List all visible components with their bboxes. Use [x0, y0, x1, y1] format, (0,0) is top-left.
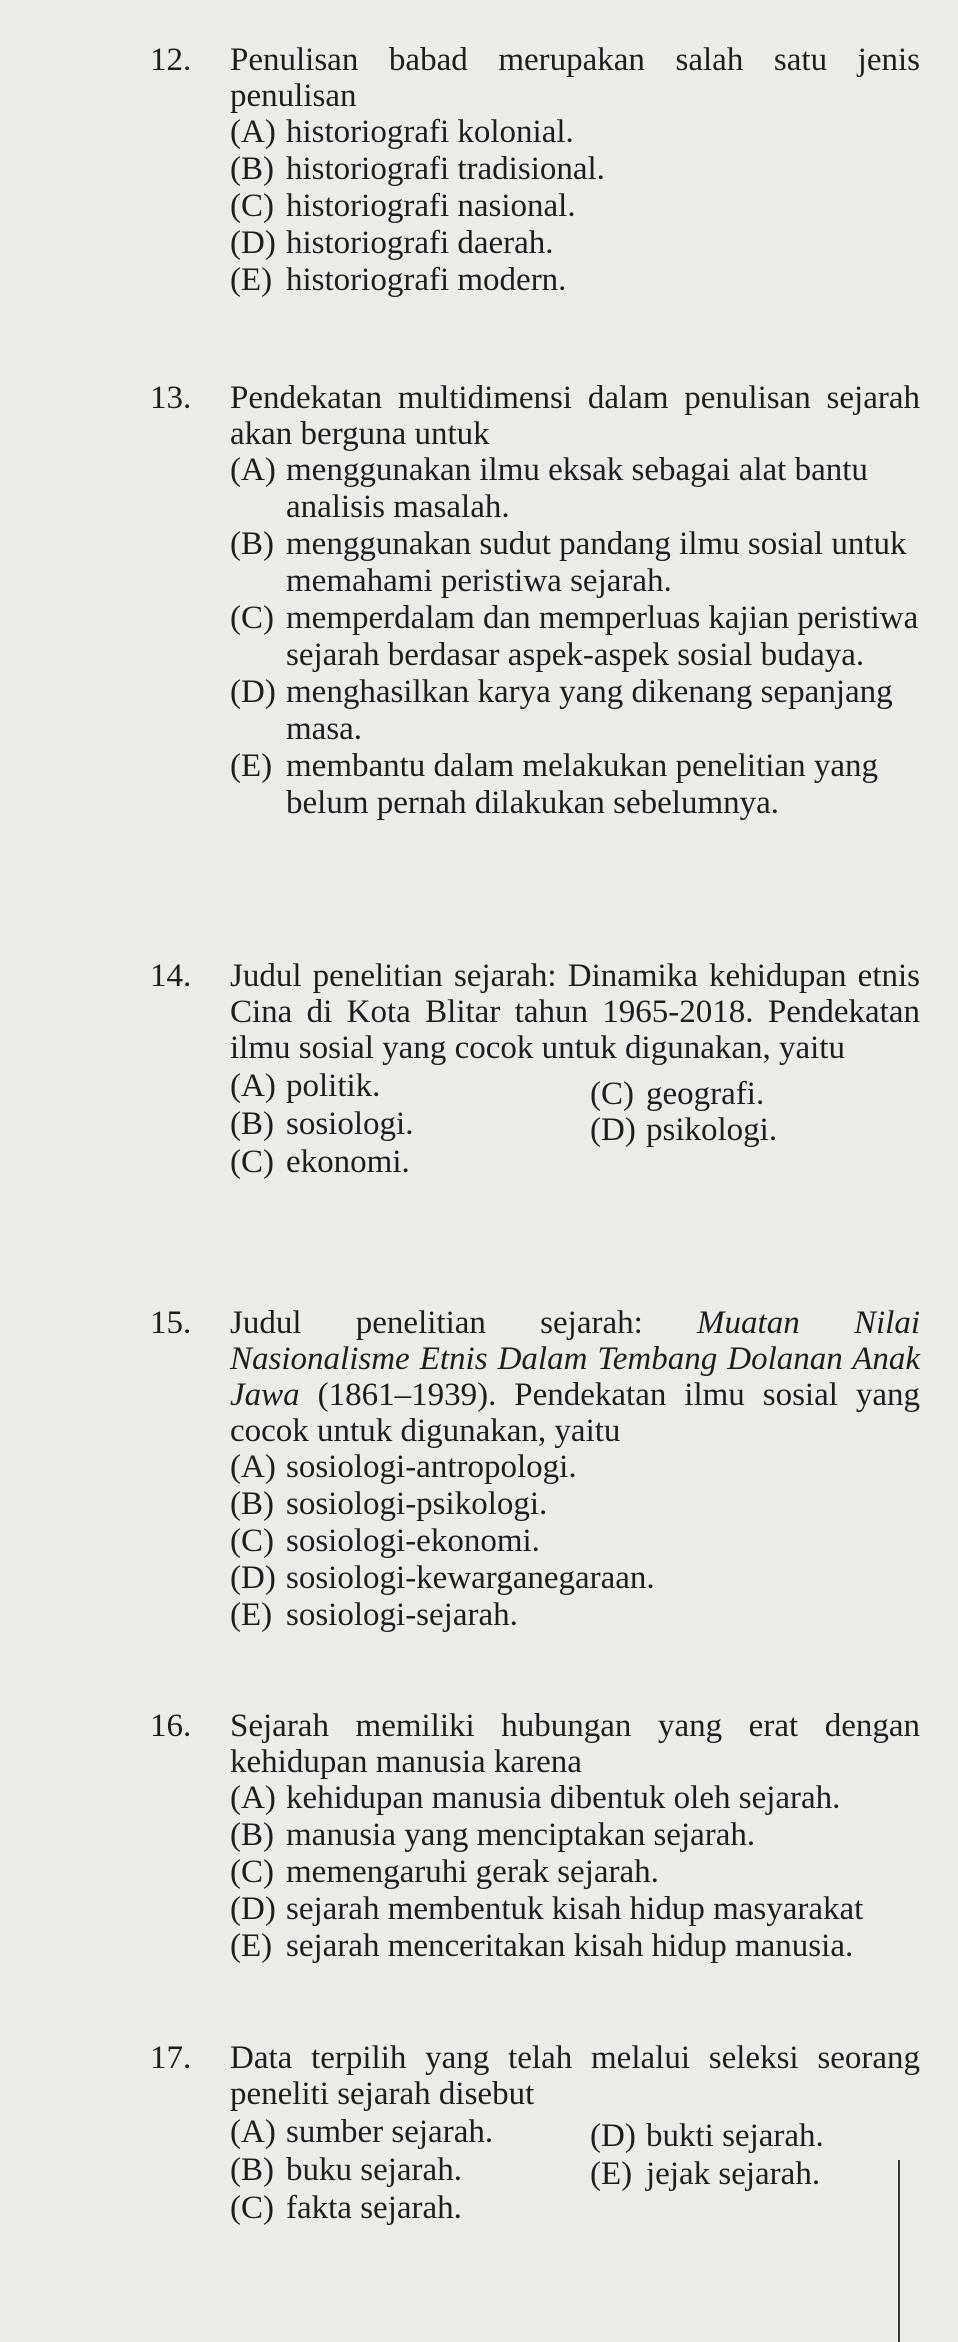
- option-text: sejarah menceritakan kisah hidup manusia.: [286, 1928, 854, 1964]
- option-label: (B): [230, 1106, 274, 1142]
- question-number: 15.: [150, 1305, 192, 1341]
- option-a[interactable]: [230, 1449, 920, 1486]
- option-text: historiografi modern.: [286, 262, 567, 298]
- option-text: memperdalam dan memperluas kajian peristiwa sejarah berdasar aspek-aspek sosial budaya.: [286, 600, 919, 673]
- option-text: buku sejarah.: [286, 2152, 462, 2188]
- question-number: 12.: [150, 42, 192, 78]
- question-12: [150, 42, 920, 299]
- option-a[interactable]: [230, 114, 920, 151]
- option-label: (E): [230, 1928, 273, 1964]
- option-label: (D): [230, 225, 276, 261]
- option-c[interactable]: [230, 1144, 616, 1181]
- question-15: [150, 1305, 920, 1634]
- option-grid: [230, 2112, 920, 2232]
- option-label: (A): [230, 1449, 276, 1485]
- option-text: sosiologi-antropologi.: [286, 1449, 577, 1485]
- option-c[interactable]: [230, 600, 920, 674]
- option-e[interactable]: [230, 1597, 920, 1634]
- stem-suffix: (1861–1939). Pendekatan ilmu sosial yang cocok untuk digunakan, yaitu: [230, 1377, 920, 1449]
- option-b[interactable]: [230, 1106, 616, 1143]
- option-label: (C): [230, 1523, 274, 1559]
- option-c-right[interactable]: [590, 1076, 958, 1113]
- option-grid: [230, 1066, 920, 1186]
- question-stem: [230, 1305, 920, 1449]
- option-d[interactable]: [230, 1560, 920, 1597]
- option-text: politik.: [286, 1068, 381, 1104]
- option-d[interactable]: [230, 674, 920, 748]
- option-text: historiografi kolonial.: [286, 114, 574, 150]
- option-text: geografi.: [646, 1076, 765, 1112]
- option-a[interactable]: [230, 1780, 920, 1817]
- option-list: [230, 452, 920, 822]
- option-label: (D): [590, 1112, 636, 1148]
- option-text: historiografi tradisional.: [286, 151, 605, 187]
- option-a[interactable]: [230, 1068, 616, 1105]
- option-b[interactable]: [230, 1817, 920, 1854]
- option-text: menggunakan ilmu eksak sebagai alat bantu analisis masalah.: [286, 452, 868, 525]
- option-label: (E): [590, 2156, 633, 2192]
- option-label: (D): [230, 1891, 276, 1927]
- option-label: (A): [230, 1068, 276, 1104]
- option-text: sejarah membentuk kisah hidup masyarakat: [286, 1891, 864, 1927]
- option-text: sumber sejarah.: [286, 2114, 494, 2150]
- option-label: (D): [230, 674, 276, 710]
- option-b[interactable]: [230, 151, 920, 188]
- option-text: menghasilkan karya yang dikenang sepanjang masa.: [286, 674, 893, 747]
- option-text: manusia yang menciptakan sejarah.: [286, 1817, 756, 1853]
- option-text: fakta sejarah.: [286, 2190, 462, 2226]
- option-label: (C): [230, 1144, 274, 1180]
- option-text: psikologi.: [646, 1112, 778, 1148]
- question-stem: Penulisan babad merupakan salah satu jenis penulisan: [230, 42, 920, 114]
- option-c[interactable]: [230, 1854, 920, 1891]
- option-e[interactable]: [230, 262, 920, 299]
- option-d[interactable]: [230, 1891, 920, 1928]
- option-list: [230, 1449, 920, 1634]
- option-text: kehidupan manusia dibentuk oleh sejarah.: [286, 1780, 841, 1816]
- question-stem: Judul penelitian sejarah: Dinamika kehidupan etnis Cina di Kota Blitar tahun 1965-2018. Pendekatan ilmu sosial yang cocok untuk digunakan, yaitu: [230, 958, 920, 1066]
- option-a[interactable]: [230, 2114, 616, 2151]
- option-label: (C): [230, 1854, 274, 1890]
- option-text: historiografi nasional.: [286, 188, 576, 224]
- option-label: (B): [230, 151, 274, 187]
- question-stem: Data terpilih yang telah melalui seleksi seorang peneliti sejarah disebut: [230, 2040, 920, 2112]
- question-number: 16.: [150, 1708, 192, 1744]
- option-text: historiografi daerah.: [286, 225, 554, 261]
- option-c[interactable]: [230, 188, 920, 225]
- option-label: (D): [230, 1560, 276, 1596]
- option-label: (B): [230, 1486, 274, 1522]
- question-number: 13.: [150, 380, 192, 416]
- option-list: [230, 114, 920, 299]
- option-label: (C): [230, 188, 274, 224]
- option-list: [230, 1780, 920, 1965]
- option-c[interactable]: [230, 1523, 920, 1560]
- option-text: sosiologi.: [286, 1106, 414, 1142]
- option-b[interactable]: [230, 2152, 616, 2189]
- option-label: (A): [230, 452, 276, 488]
- option-text: ekonomi.: [286, 1144, 410, 1180]
- question-number: 17.: [150, 2040, 192, 2076]
- option-label: (B): [230, 526, 274, 562]
- option-b[interactable]: [230, 1486, 920, 1523]
- question-stem: Sejarah memiliki hubungan yang erat dengan kehidupan manusia karena: [230, 1708, 920, 1780]
- option-text: sosiologi-kewarganegaraan.: [286, 1560, 655, 1596]
- option-e[interactable]: [230, 1928, 920, 1965]
- option-label: (D): [590, 2118, 636, 2154]
- option-a[interactable]: [230, 452, 920, 526]
- option-d[interactable]: [590, 1112, 958, 1149]
- option-label: (C): [230, 2190, 274, 2226]
- page-edge-line: [898, 2160, 900, 2342]
- option-label: (E): [230, 262, 273, 298]
- option-d[interactable]: [590, 2118, 958, 2155]
- question-14: [150, 958, 920, 1186]
- option-label: (E): [230, 1597, 273, 1633]
- option-c[interactable]: [230, 2190, 616, 2227]
- option-e[interactable]: [590, 2156, 958, 2193]
- option-label: (B): [230, 2152, 274, 2188]
- option-d[interactable]: [230, 225, 920, 262]
- question-13: [150, 380, 920, 822]
- option-label: (B): [230, 1817, 274, 1853]
- option-text: sosiologi-sejarah.: [286, 1597, 518, 1633]
- option-text: bukti sejarah.: [646, 2118, 824, 2154]
- question-16: [150, 1708, 920, 1965]
- question-stem: Pendekatan multidimensi dalam penulisan sejarah akan berguna untuk: [230, 380, 920, 452]
- option-label: (A): [230, 114, 276, 150]
- option-label: (C): [230, 600, 274, 636]
- research-title: Muatan Nilai Nasionalisme Etnis Dalam Tembang Dolanan Anak Jawa: [230, 1305, 920, 1413]
- option-text: sosiologi-ekonomi.: [286, 1523, 540, 1559]
- option-label: (A): [230, 1780, 276, 1816]
- question-17: [150, 2040, 920, 2232]
- option-e[interactable]: [230, 748, 920, 822]
- option-text: jejak sejarah.: [646, 2156, 821, 2192]
- stem-prefix: Judul penelitian sejarah:: [230, 1305, 698, 1341]
- option-text: sosiologi-psikologi.: [286, 1486, 548, 1522]
- option-label: (E): [230, 748, 273, 784]
- question-number: 14.: [150, 958, 192, 994]
- option-label: (C): [590, 1076, 634, 1112]
- option-b[interactable]: [230, 526, 920, 600]
- option-text: menggunakan sudut pandang ilmu sosial untuk memahami peristiwa sejarah.: [286, 526, 907, 599]
- option-label: (A): [230, 2114, 276, 2150]
- option-text: memengaruhi gerak sejarah.: [286, 1854, 659, 1890]
- option-text: membantu dalam melakukan penelitian yang belum pernah dilakukan sebelumnya.: [286, 748, 878, 821]
